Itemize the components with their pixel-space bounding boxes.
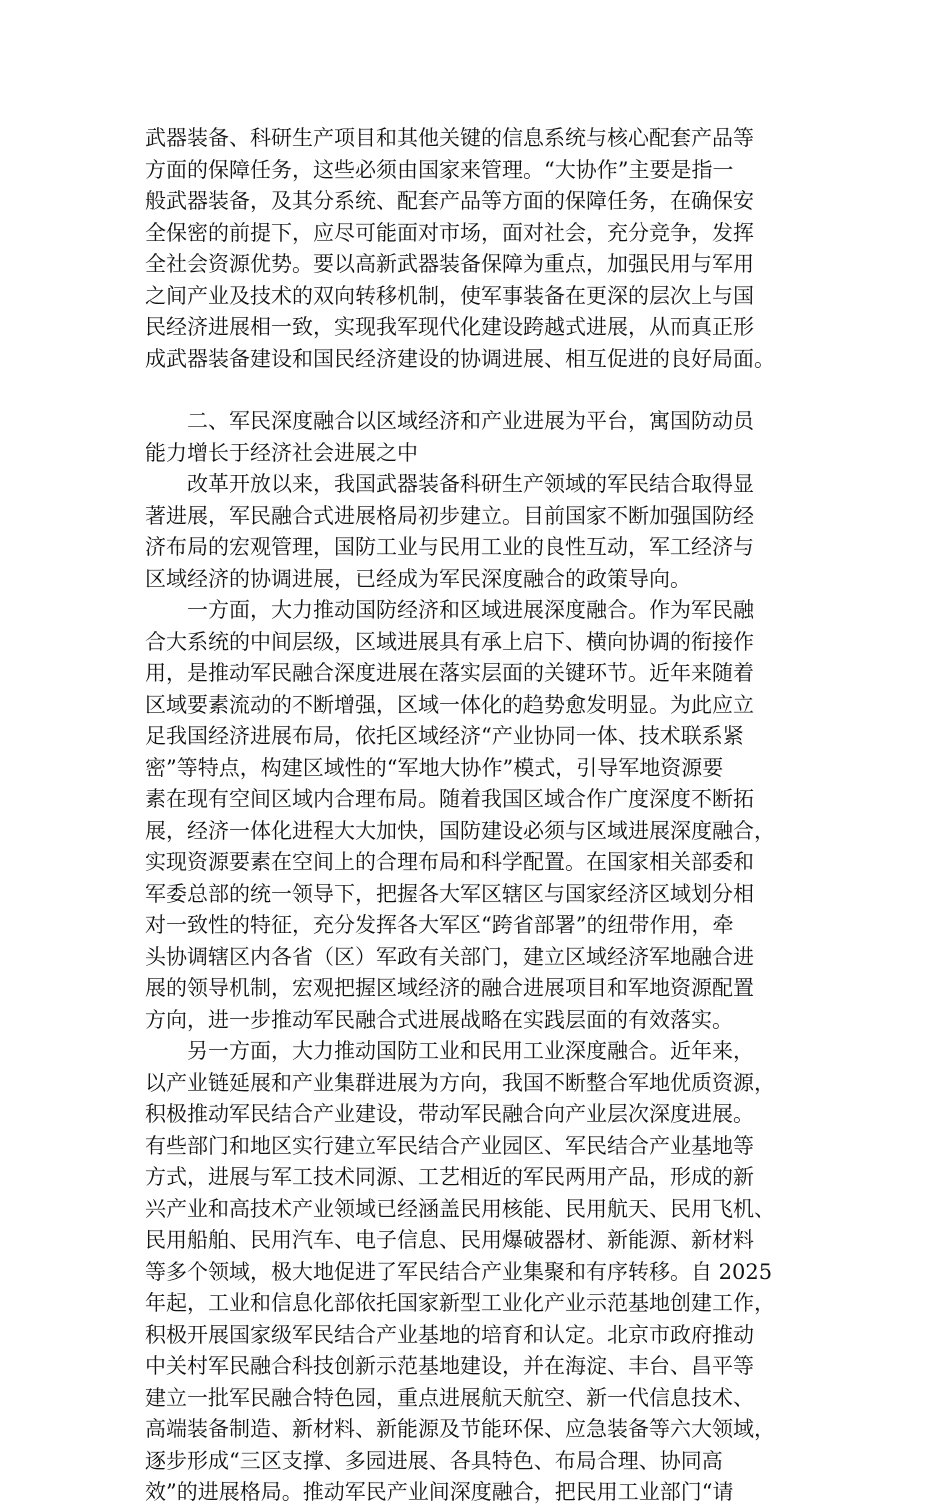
paragraph: 一方面，大力推动国防经济和区域进展深度融合。作为军民融 合大系统的中间层级，区域进展具有承上启下、横向协调的衔接作 用，是推动军民融合深度进展在落实层面的关键环节。近年来随着 区域要素流动的不断增强，区域一体化的趋势愈发明显。为此应立 足我国经济进展布局，依托区域经济“产业协同一体、技术联系紧 密”等特点，构建区域性的“军地大协作”模式，引导军地资源要 素在现有空间区域内合理布局。随着我国区域合作广度深度不断拓 展，经济一体化进程大大加快，国防建设必须与区域进展深度融合， 实现资源要素在空间上的合理布局和科学配置。在国家相关部委和 军委总部的统一领导下，把握各大军区辖区与国家经济区域划分相 对一致性的特征，充分发挥各大军区“跨省部署”的纽带作用，牵 头协调辖区内各省（区）军政有关部门，建立区域经济军地融合进 展的领导机制，宏观把握区域经济的融合进展项目和军地资源配置 方向，进一步推动军民融合式进展战略在实践层面的有效落实。 [145, 598, 775, 1032]
document-page [145, 123, 807, 1509]
section-heading: 二、军民深度融合以区域经济和产业进展为平台，寓国防动员 能力增长于经济社会进展之中 [145, 409, 754, 465]
paragraph: 改革开放以来，我国武器装备科研生产领域的军民结合取得显 著进展，军民融合式进展格局初步建立。目前国家不断加强国防经 济布局的宏观管理，国防工业与民用工业的良性互动，军工经济与 区域经济的协调进展，已经成为军民深度融合的政策导向。 [145, 472, 754, 591]
paragraph: 另一方面，大力推动国防工业和民用工业深度融合。近年来， 以产业链延展和产业集群进展为方向，我国不断整合军地优质资源， 积极推动军民结合产业建设，带动军民融合向产业层次深度进展。 有些部门和地区实行建立军民结合产业园区、军民结合产业基地等 方式，进展与军工技术同源、工艺相近的军民两用产品，形成的新 兴产业和高技术产业领域已经涵盖民用核能、民用航天、民用飞机、 民用船舶、民用汽车、电子信息、民用爆破器材、新能源、新材料 等多个领域，极大地促进了军民结合产业集聚和有序转移。自 2025 年起，工业和信息化部依托国家新型工业化产业示范基地创建工作， 积极开展国家级军民结合产业基地的培育和认定。北京市政府推动 中关村军民融合科技创新示范基地建设，并在海淀、丰台、昌平等 建立一批军民融合特色园，重点进展航天航空、新一代信息技术、 高端装备制造、新材料、新能源及节能环保、应急装备等六大领域， 逐步形成“三区支撑、多园进展、各具特色、布局合理、协同高 效”的进展格局。推动军民产业间深度融合，把民用工业部门“请 [145, 1039, 775, 1504]
paragraph-continued: 武器装备、科研生产项目和其他关键的信息系统与核心配套产品等 方面的保障任务，这些必须由国家来管理。“大协作”主要是指一 般武器装备，及其分系统、配套产品等方面的保障任务，在确保安 全保密的前提下，应尽可能面对市场，面对社会，充分竞争，发挥 全社会资源优势。要以高新武器装备保障为重点，加强民用与军用 之间产业及技术的双向转移机制，使军事装备在更深的层次上与国 民经济进展相一致，实现我军现代化建设跨越式进展，从而真正形 成武器装备建设和国民经济建设的协调进展、相互促进的良好局面。 [145, 126, 775, 371]
paragraph-gap [145, 375, 807, 406]
